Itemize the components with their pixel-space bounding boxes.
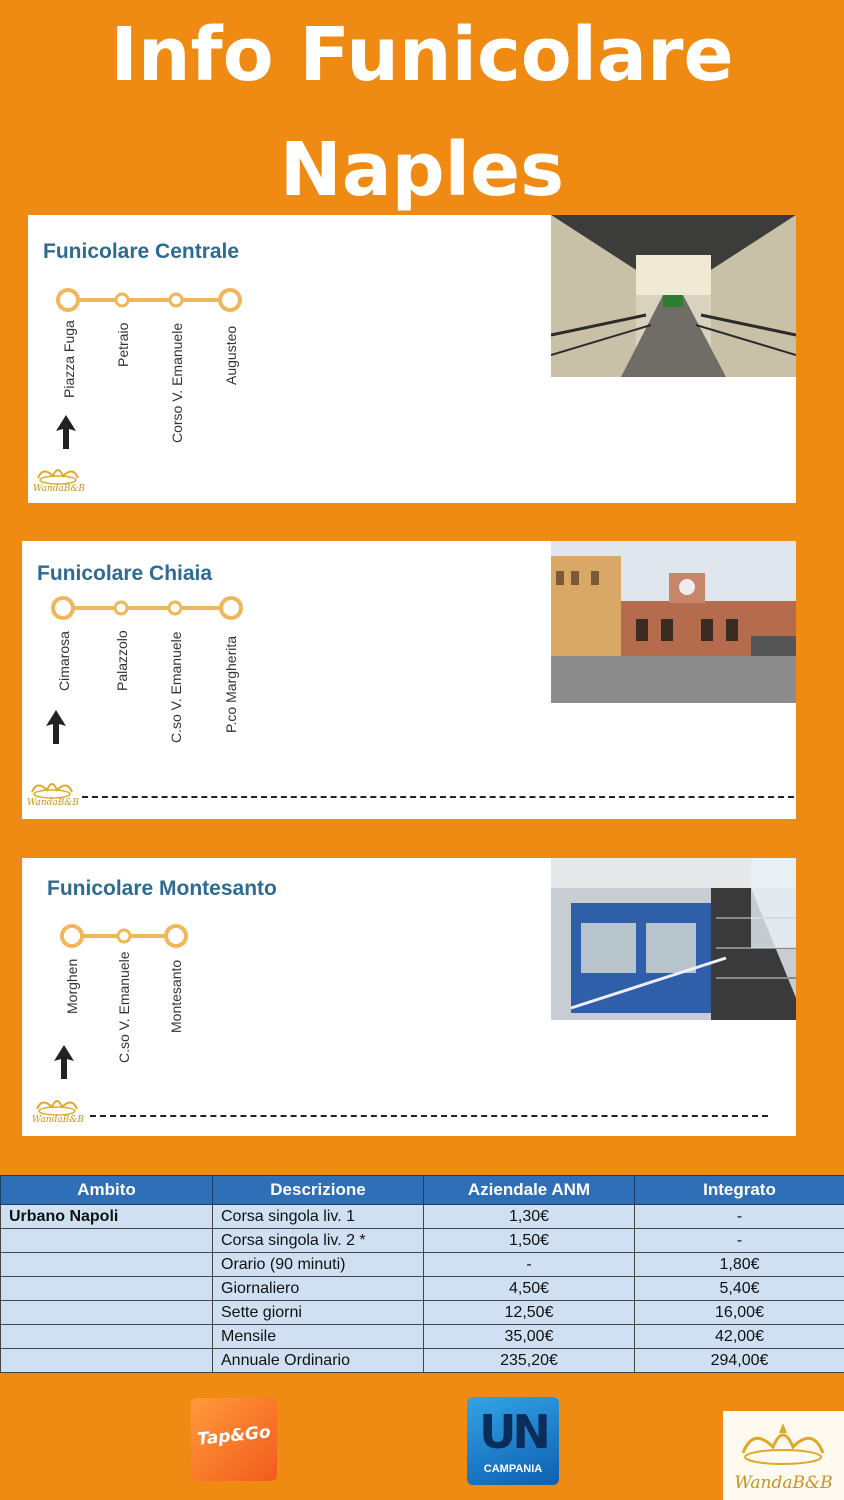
table-cell xyxy=(1,1325,213,1349)
direction-arrow-icon xyxy=(54,413,78,451)
table-cell xyxy=(1,1301,213,1325)
route-stop-terminal xyxy=(62,926,82,946)
route-stop xyxy=(170,294,182,306)
logo-text: WandaB&B xyxy=(27,798,79,808)
table-cell: 4,50€ xyxy=(424,1277,635,1301)
route-stop-terminal xyxy=(166,926,186,946)
logo-text: WandaB&B xyxy=(734,1473,833,1493)
logo-text: WandaB&B xyxy=(33,484,85,494)
table-cell: Urbano Napoli xyxy=(1,1205,213,1229)
card-chiaia xyxy=(22,541,796,819)
route-stop-terminal xyxy=(53,598,73,618)
card-title: Funicolare Montesanto xyxy=(47,877,277,900)
table-header-row xyxy=(1,1176,844,1205)
stop-label: Petraio xyxy=(115,322,131,367)
route-stop xyxy=(115,602,127,614)
table-row xyxy=(1,1277,844,1301)
card-title: Funicolare Chiaia xyxy=(37,562,213,585)
column-header: Aziendale ANM xyxy=(424,1176,635,1205)
card-montesanto xyxy=(22,858,796,1136)
station-photo xyxy=(551,541,796,703)
stop-label: Corso V. Emanuele xyxy=(169,322,185,443)
direction-arrow-icon xyxy=(44,708,68,746)
table-cell: - xyxy=(635,1205,844,1229)
column-header: Ambito xyxy=(1,1176,213,1205)
table-row xyxy=(1,1349,844,1373)
route-line xyxy=(42,593,257,623)
card-title: Funicolare Centrale xyxy=(43,240,240,263)
stop-label: P.co Margherita xyxy=(223,635,239,733)
column-header: Descrizione xyxy=(213,1176,424,1205)
wanda-logo xyxy=(33,462,93,498)
tapgo-app-icon[interactable] xyxy=(191,1398,277,1481)
unico-letters: UN xyxy=(479,1405,547,1459)
route-stop-terminal xyxy=(220,290,240,310)
stop-label: Morghen xyxy=(64,958,80,1014)
table-cell: 42,00€ xyxy=(635,1325,844,1349)
fare-table xyxy=(0,1175,844,1373)
stop-label: Palazzolo xyxy=(114,630,130,691)
route-stop xyxy=(169,602,181,614)
station-photo xyxy=(551,215,796,377)
wanda-logo xyxy=(27,776,87,812)
logo-text: WandaB&B xyxy=(32,1115,84,1125)
route-stop-terminal xyxy=(58,290,78,310)
table-cell: 1,80€ xyxy=(635,1253,844,1277)
direction-arrow-icon xyxy=(52,1043,76,1081)
table-cell: Corsa singola liv. 2 * xyxy=(213,1229,424,1253)
route-line xyxy=(52,921,222,951)
table-cell: 16,00€ xyxy=(635,1301,844,1325)
wanda-logo xyxy=(32,1093,92,1129)
table-row xyxy=(1,1301,844,1325)
page-title-line2: Naples xyxy=(279,127,565,213)
route-line xyxy=(48,285,258,315)
tapgo-label: Tap&Go xyxy=(196,1422,272,1450)
route-stop-terminal xyxy=(221,598,241,618)
table-cell: 1,30€ xyxy=(424,1205,635,1229)
station-photo xyxy=(551,858,796,1020)
column-header: Integrato xyxy=(635,1176,844,1205)
unico-label: CAMPANIA xyxy=(483,1463,543,1475)
table-cell: 5,40€ xyxy=(635,1277,844,1301)
table-cell xyxy=(1,1277,213,1301)
unico-campania-app-icon[interactable] xyxy=(467,1397,559,1485)
stop-label: Augusteo xyxy=(223,325,239,385)
table-cell: 294,00€ xyxy=(635,1349,844,1373)
table-row xyxy=(1,1229,844,1253)
table-row xyxy=(1,1253,844,1277)
table-cell: Orario (90 minuti) xyxy=(213,1253,424,1277)
stop-label: Montesanto xyxy=(168,959,184,1033)
crown-icon xyxy=(733,1419,833,1469)
page-title-line1: Info Funicolare xyxy=(110,12,734,98)
stop-label: Piazza Fuga xyxy=(61,320,77,398)
dashed-divider xyxy=(82,796,794,798)
table-cell: Sette giorni xyxy=(213,1301,424,1325)
table-cell: 35,00€ xyxy=(424,1325,635,1349)
table-row xyxy=(1,1205,844,1229)
dashed-divider xyxy=(90,1115,768,1117)
table-cell: 12,50€ xyxy=(424,1301,635,1325)
card-centrale xyxy=(28,215,796,503)
route-stop xyxy=(118,930,130,942)
wanda-logo-large xyxy=(723,1411,844,1500)
table-cell: 1,50€ xyxy=(424,1229,635,1253)
table-cell: Mensile xyxy=(213,1325,424,1349)
table-cell: Annuale Ordinario xyxy=(213,1349,424,1373)
route-stop xyxy=(116,294,128,306)
stop-label: C.so V. Emanuele xyxy=(116,951,132,1063)
table-cell: 235,20€ xyxy=(424,1349,635,1373)
table-cell xyxy=(1,1253,213,1277)
stop-label: C.so V. Emanuele xyxy=(168,631,184,743)
table-cell: Giornaliero xyxy=(213,1277,424,1301)
table-cell: - xyxy=(424,1253,635,1277)
table-row xyxy=(1,1325,844,1349)
table-cell: Corsa singola liv. 1 xyxy=(213,1205,424,1229)
stop-label: Cimarosa xyxy=(56,631,72,691)
table-cell: - xyxy=(635,1229,844,1253)
table-cell xyxy=(1,1349,213,1373)
table-cell xyxy=(1,1229,213,1253)
